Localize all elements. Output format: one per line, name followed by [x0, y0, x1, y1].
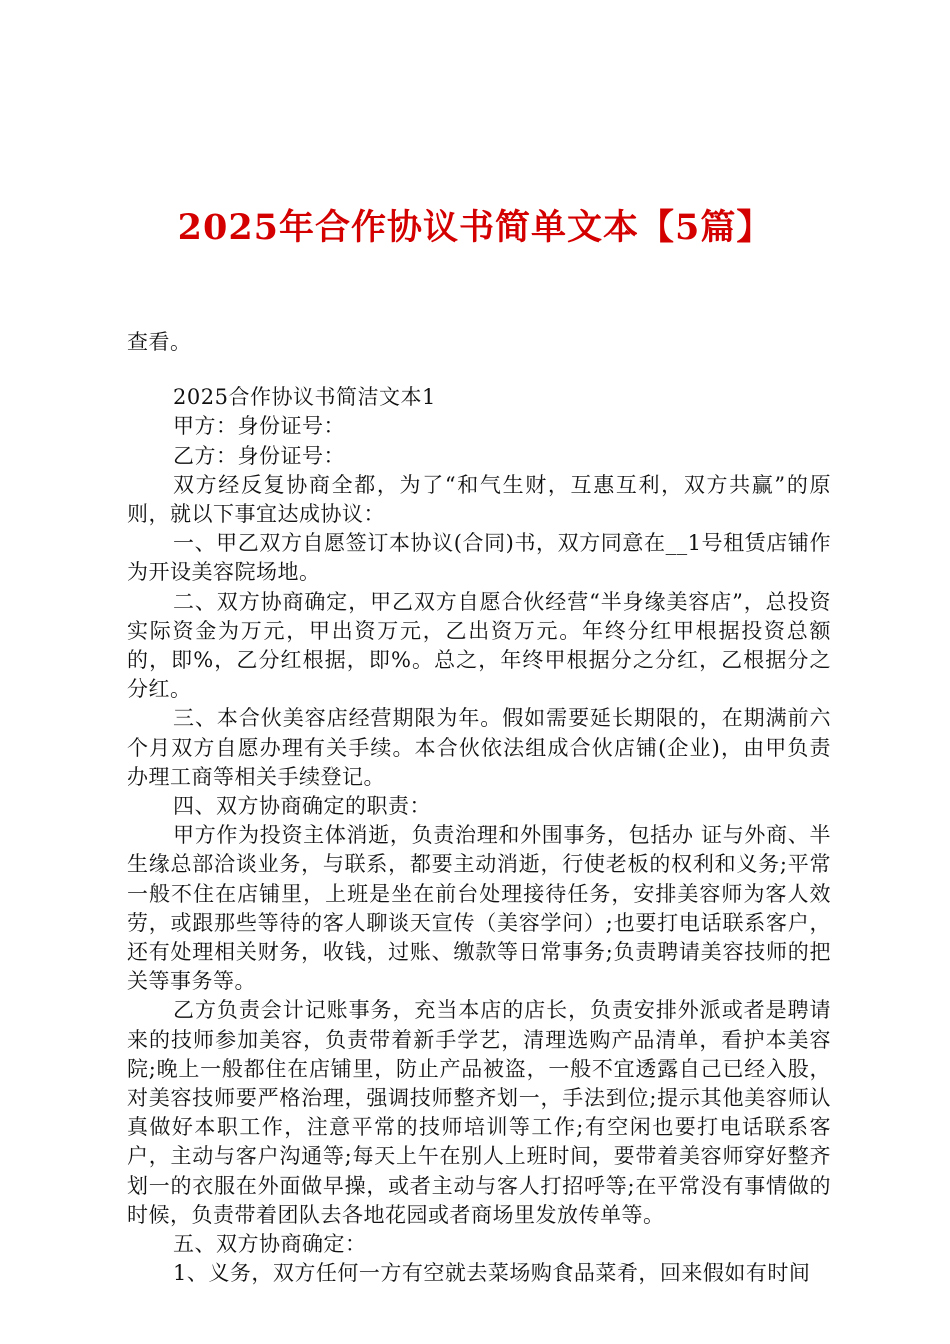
clause-2: 二、双方协商确定，甲乙双方自愿合伙经营“半身缘美容店”，总投资实际资金为万元，甲出资万元，乙出资万元。年终分红甲根据投资总额的，即%，乙分红根据，即%。总之，年终甲根据分之分红，乙根据分之分红。 [127, 589, 831, 702]
party-b-duties: 乙方负责会计记账事务，充当本店的店长，负责安排外派或者是聘请来的技师参加美容，负责带着新手学艺，清理选购产品清单，看护本美容院;晚上一般都住在店铺里，防止产品被盗，一般不宜透露自己已经入股，对美容技师要严格治理，强调技师整齐划一，手法到位;提示其他美容师认真做好本职工作，注意平常的技师培训等工作;有空闲也要打电话联系客户，主动与客户沟通等;每天上午在别人上班时间，要带着美容师穿好整齐划一的衣服在外面做早操，或者主动与客人打招呼等;在平常没有事情做的时候，负责带着团队去各地花园或者商场里发放传单等。 [127, 998, 831, 1227]
document-body [127, 328, 831, 1289]
party-a-duties: 甲方作为投资主体消逝，负责治理和外围事务，包括办 证与外商、半生缘总部洽谈业务，与联系，都要主动消逝，行使老板的权利和义务;平常一般不住在店铺里，上班是坐在前台处理接待任务，安排美容师为客人效劳，或跟那些等待的客人聊谈天宣传（美容学问）;也要打电话联系客户，还有处理相关财务，收钱，过账、缴款等日常事务;负责聘请美容技师的把关等事务等。 [127, 823, 831, 994]
document-title: 2025年合作协议书简单文本【5篇】 [177, 207, 773, 248]
clause-5-heading: 五、双方协商确定： [173, 1232, 367, 1257]
clause-4-heading: 四、双方协商确定的职责： [173, 794, 431, 819]
paragraph-preamble: 双方经反复协商全都，为了“和气生财，互惠互利，双方共赢”的原则，就以下事宜达成协议： [127, 472, 831, 527]
clause-3: 三、本合伙美容店经营期限为年。假如需要延长期限的，在期满前六个月双方自愿办理有关手续。本合伙依法组成合伙店铺(企业)，由甲负责办理工商等相关手续登记。 [127, 706, 831, 789]
clause-5-item-1: 1、义务，双方任何一方有空就去菜场购食品菜肴，回来假如有时间 [173, 1261, 811, 1286]
party-b-line: 乙方：身份证号： [173, 443, 345, 468]
party-a-line: 甲方：身份证号： [173, 414, 345, 439]
paragraph-intro: 查看。 [127, 330, 192, 354]
clause-1: 一、甲乙双方自愿签订本协议(合同)书，双方同意在__1号租赁店铺作为开设美容院场地。 [127, 531, 831, 585]
section-heading: 2025合作协议书简洁文本1 [173, 385, 436, 410]
